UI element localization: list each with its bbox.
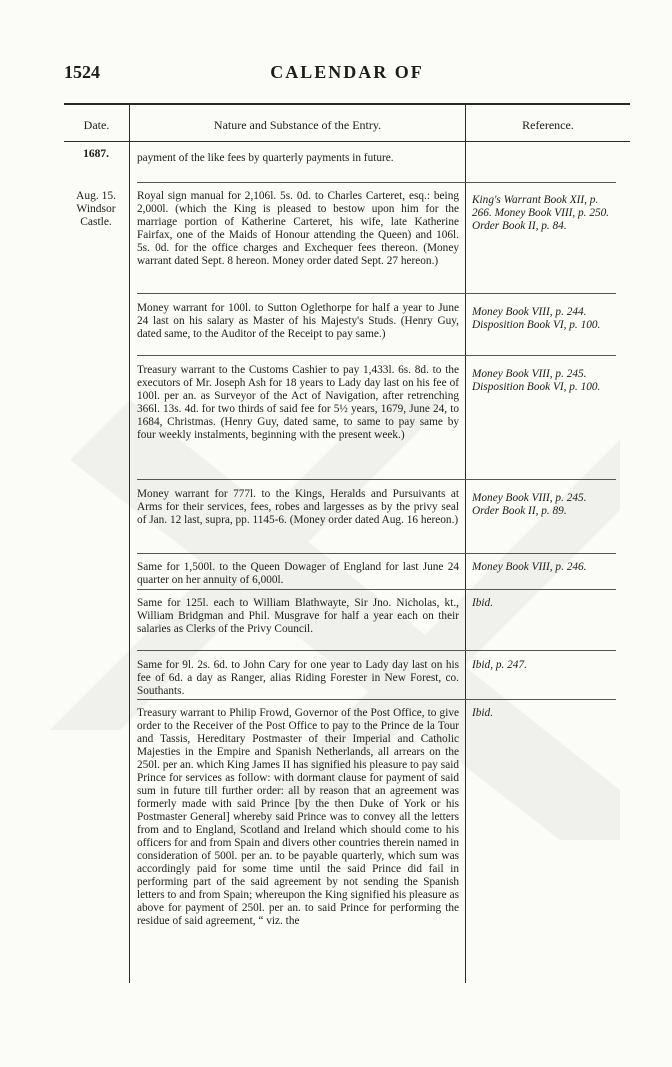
column-header-nature: Nature and Substance of the Entry.	[213, 118, 382, 132]
running-head: CALENDAR OF	[270, 62, 424, 82]
entry-text: Same for 1,500l. to the Queen Dowager of England for last June 24 quarter on her annuity of 6,000l.	[137, 561, 459, 586]
entry-reference: Ibid, p. 247.	[472, 659, 527, 671]
entry-text: Same for 125l. each to William Blathwayte, Sir Jno. Nicholas, kt., William Bridgman and Phil. Musgrave for half a year each on their salaries as Clerks of the Privy Council.	[137, 597, 459, 635]
entry-text: Royal sign manual for 2,106l. 5s. 0d. to Charles Carteret, esq.: being 2,000l. (which the King is pleased to bestow upon him for the marriage portion of Katherine Carteret, his wife, late Katherine Fairfax, one of the Maids of Honour attending the Queen) and 106l. 5s. 0d. for the office charges and Exchequer fees thereon. (Money warrant dated Sept. 8 hereon. Money order dated Sept. 27 hereon.)	[137, 190, 459, 267]
entry-text: Same for 9l. 2s. 6d. to John Cary for one year to Lady day last on his fee of 6d. a day as Ranger, alias Riding Forester in New Forest, co. Southants.	[137, 659, 459, 697]
entry-separator	[137, 355, 616, 356]
entry-text: payment of the like fees by quarterly payments in future.	[137, 152, 394, 164]
entry-reference: Money Book VIII, p. 244. Disposition Book VI, p. 100.	[472, 306, 601, 331]
entry-separator	[137, 182, 616, 183]
entry-reference: Ibid.	[472, 597, 494, 609]
entry-reference: King's Warrant Book XII, p. 266. Money Book VIII, p. 250. Order Book II, p. 84.	[472, 194, 610, 232]
entry-text: Treasury warrant to the Customs Cashier to pay 1,433l. 6s. 8d. to the executors of Mr. Joseph Ash for 18 years to Lady day last on his fee of 100l. per an. as Surveyor of the Act of Navigation, after retrenching 366l. 13s. 4d. for two thirds of said fee for 5½ years, 1679, June 24, to 1684, Christmas. (Henry Guy, dated same, to same to pay same by four weekly instalments, beginning with the present week.)	[137, 364, 459, 441]
entry-date: Aug. 15. Windsor Castle.	[76, 190, 116, 228]
entry-reference: Money Book VIII, p. 246.	[472, 561, 587, 573]
table-top-rule	[64, 103, 630, 105]
column-divider-left	[129, 103, 130, 983]
table-header-rule	[64, 141, 630, 142]
column-header-reference: Reference.	[522, 118, 574, 132]
entry-reference: Money Book VIII, p. 245. Order Book II, p. 89.	[472, 492, 587, 517]
entry-reference: Ibid.	[472, 707, 494, 719]
entry-separator	[137, 553, 616, 554]
entry-text: Treasury warrant to Philip Frowd, Governor of the Post Office, to give order to the Receiver of the Post Office to pay to the Prince de la Tour and Tassis, Hereditary Postmaster of their Imperial and Catholic Majesties in the Empire and Spanish Netherlands, all arrears on the 250l. per an. which King James II has signified his pleasure to pay said Prince for services as follow: with dormant clause for payment of said sum in future till further order: all by reason that an agreement was formerly made with said Prince [by the then Duke of York or his Postmaster General] whereby said Prince was to convey all the letters from and to England, Scotland and Ireland which should come to his officers for and from Spain and divers other countries therein named in consideration of 500l. per an. to be payable quarterly, which sum was accordingly paid for some time until the said Prince did fail in performing part of the said agreement by not sending the Spanish letters to and from Spain; whereupon the King signified his pleasure as above for payment of 250l. per an. to said Prince for performing the residue of said agreement, “ viz. the	[137, 707, 459, 927]
entry-text: Money warrant for 100l. to Sutton Oglethorpe for half a year to June 24 last on his salary as Master of his Majesty's Studs. (Henry Guy, dated same, to the Auditor of the Receipt to pay same.)	[137, 302, 459, 340]
entry-year: 1687.	[83, 148, 109, 160]
entry-separator	[137, 589, 616, 590]
entry-separator	[137, 699, 616, 700]
page-number: 1524	[64, 62, 100, 82]
entry-separator	[137, 479, 616, 480]
entry-separator	[137, 650, 616, 651]
column-divider-right	[465, 103, 466, 983]
column-header-date: Date.	[83, 118, 110, 132]
entry-text: Money warrant for 777l. to the Kings, Heralds and Pursuivants at Arms for their services, fees, robes and largesses as by the privy seal of Jan. 12 last, supra, pp. 1145-6. (Money order dated Aug. 16 hereon.)	[137, 488, 459, 526]
entry-separator	[137, 293, 616, 294]
page-header	[64, 62, 630, 86]
entry-reference: Money Book VIII, p. 245. Disposition Book VI, p. 100.	[472, 368, 601, 393]
